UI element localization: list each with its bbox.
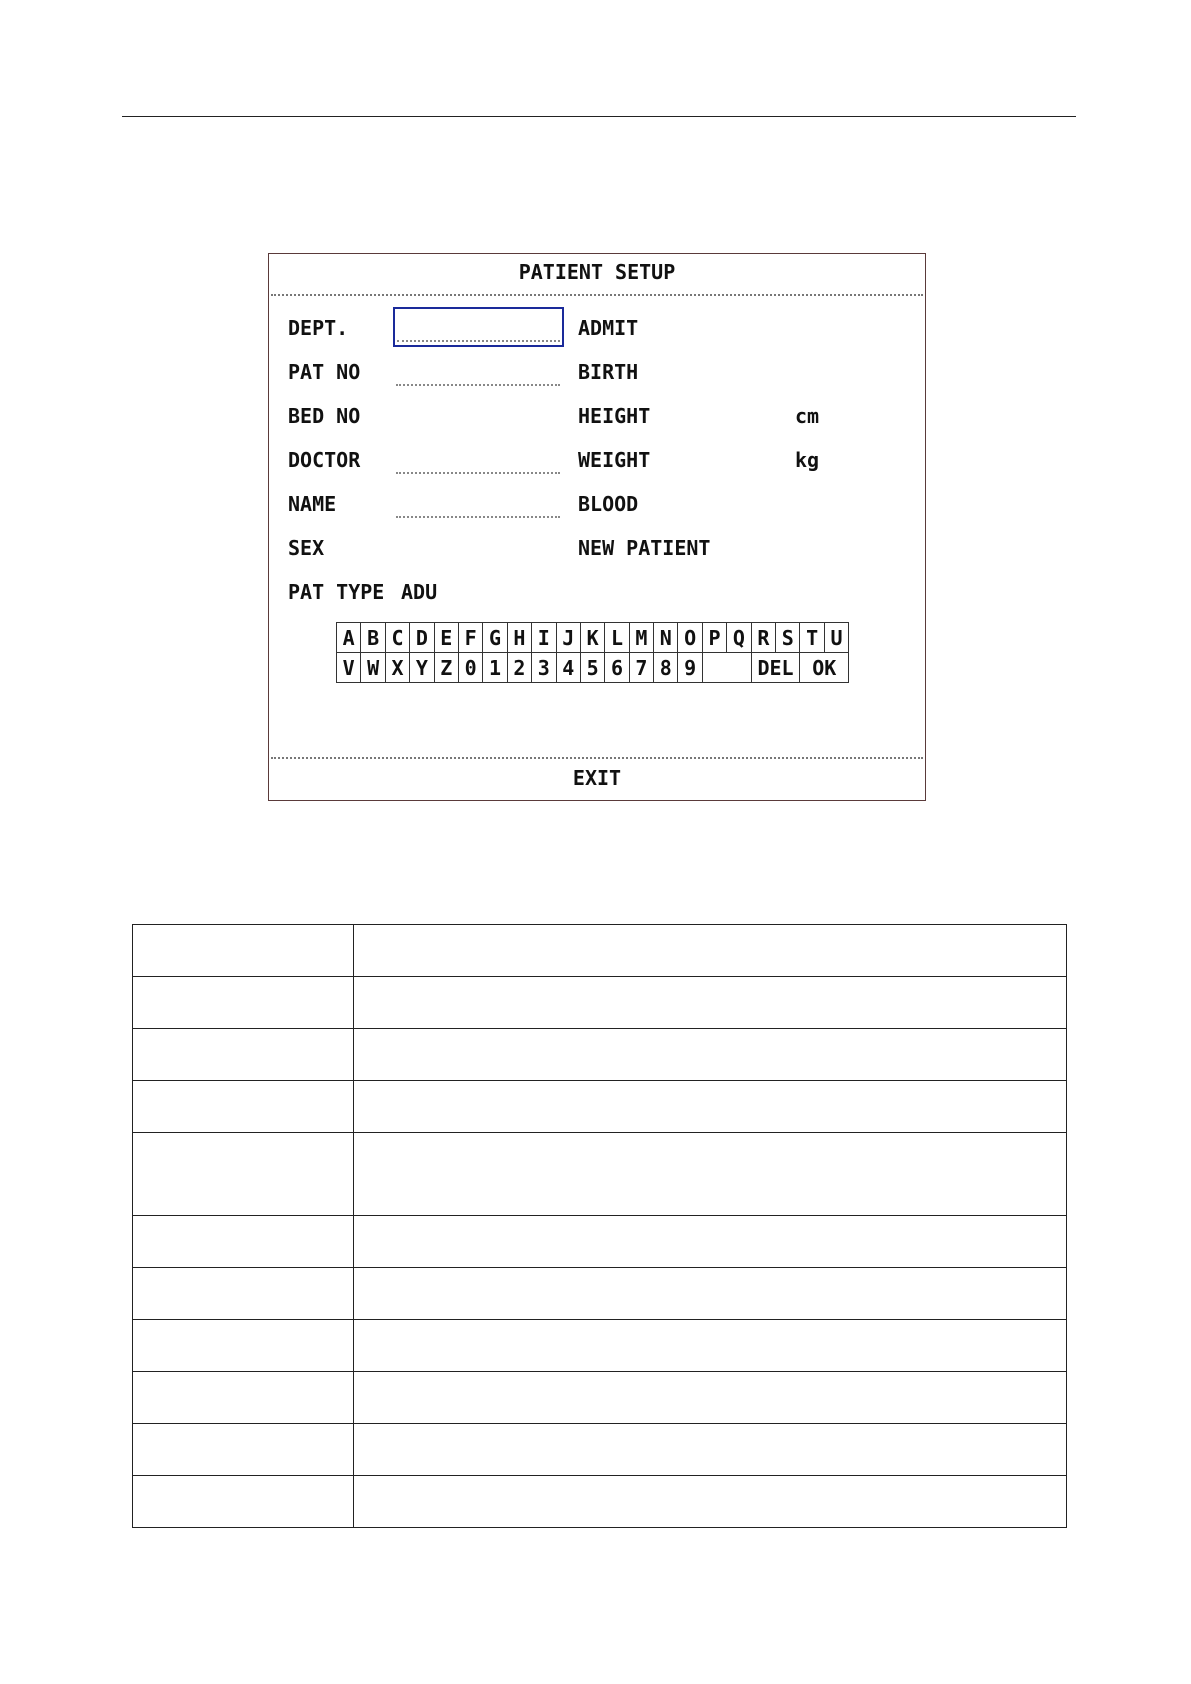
key[interactable]: A xyxy=(337,623,361,653)
dept-input[interactable] xyxy=(393,307,564,347)
blood-label: BLOOD xyxy=(578,492,639,516)
key[interactable]: N xyxy=(654,623,678,653)
dept-label: DEPT. xyxy=(288,316,349,340)
exit-divider xyxy=(271,757,923,759)
key[interactable]: I xyxy=(532,623,556,653)
key[interactable]: 5 xyxy=(580,653,604,683)
table-cell xyxy=(133,1320,354,1372)
table-cell xyxy=(133,1216,354,1268)
birth-label: BIRTH xyxy=(578,360,639,384)
key[interactable]: 6 xyxy=(605,653,629,683)
table-cell xyxy=(354,1476,1067,1528)
on-screen-keyboard xyxy=(336,622,849,683)
key[interactable]: X xyxy=(385,653,409,683)
key[interactable]: U xyxy=(824,623,848,653)
table-cell xyxy=(354,1372,1067,1424)
table-cell xyxy=(133,1081,354,1133)
table-cell xyxy=(354,1029,1067,1081)
table-cell xyxy=(133,1133,354,1216)
table-cell xyxy=(354,925,1067,977)
screen-title: PATIENT SETUP xyxy=(518,260,676,284)
pat-type-label: PAT TYPE xyxy=(288,580,385,604)
table-row xyxy=(133,925,1067,977)
table-row xyxy=(133,1081,1067,1133)
table-cell xyxy=(354,1216,1067,1268)
key[interactable]: Q xyxy=(727,623,751,653)
table-row xyxy=(133,1372,1067,1424)
key[interactable]: 8 xyxy=(654,653,678,683)
table-row xyxy=(133,1476,1067,1528)
key[interactable]: T xyxy=(800,623,824,653)
table-row xyxy=(133,1320,1067,1372)
doctor-label: DOCTOR xyxy=(288,448,361,472)
key[interactable]: 9 xyxy=(678,653,702,683)
key[interactable]: M xyxy=(629,623,653,653)
key[interactable]: E xyxy=(434,623,458,653)
name-field[interactable] xyxy=(396,516,560,518)
key[interactable]: Z xyxy=(434,653,458,683)
key[interactable]: 3 xyxy=(532,653,556,683)
name-label: NAME xyxy=(288,492,337,516)
key[interactable]: C xyxy=(385,623,409,653)
key[interactable]: W xyxy=(361,653,385,683)
key[interactable]: F xyxy=(458,623,482,653)
key[interactable]: 0 xyxy=(458,653,482,683)
key[interactable]: Y xyxy=(410,653,434,683)
key[interactable]: 2 xyxy=(507,653,531,683)
table-row xyxy=(133,977,1067,1029)
title-divider xyxy=(271,294,923,296)
height-unit: cm xyxy=(795,404,820,428)
table-row xyxy=(133,1424,1067,1476)
key[interactable]: J xyxy=(556,623,580,653)
table-cell xyxy=(133,1268,354,1320)
height-label: HEIGHT xyxy=(578,404,651,428)
key[interactable]: L xyxy=(605,623,629,653)
table-cell xyxy=(354,1320,1067,1372)
description-table xyxy=(132,924,1067,1528)
table-cell xyxy=(133,1029,354,1081)
header-rule xyxy=(122,116,1076,117)
key[interactable]: R xyxy=(751,623,775,653)
pat-type-value[interactable]: ADU xyxy=(401,580,438,604)
key[interactable]: S xyxy=(776,623,800,653)
pat-no-field[interactable] xyxy=(396,384,560,386)
patient-setup-screen xyxy=(268,253,926,801)
key[interactable]: P xyxy=(702,623,726,653)
key[interactable]: B xyxy=(361,623,385,653)
key[interactable]: O xyxy=(678,623,702,653)
pat-no-label: PAT NO xyxy=(288,360,361,384)
keyboard-row-2 xyxy=(337,653,849,683)
table-cell xyxy=(133,925,354,977)
key[interactable]: H xyxy=(507,623,531,653)
key[interactable]: D xyxy=(410,623,434,653)
table-cell xyxy=(354,1081,1067,1133)
doctor-field[interactable] xyxy=(396,472,560,474)
table-cell xyxy=(133,977,354,1029)
table-cell xyxy=(354,1424,1067,1476)
sex-label: SEX xyxy=(288,536,325,560)
ok-key[interactable]: OK xyxy=(800,653,849,683)
table-cell xyxy=(354,1268,1067,1320)
table-cell xyxy=(133,1424,354,1476)
bed-no-label: BED NO xyxy=(288,404,361,428)
table-row xyxy=(133,1216,1067,1268)
key[interactable]: 4 xyxy=(556,653,580,683)
table-cell xyxy=(133,1476,354,1528)
keyboard-row-1 xyxy=(337,623,849,653)
key[interactable]: G xyxy=(483,623,507,653)
weight-unit: kg xyxy=(795,448,820,472)
key[interactable]: K xyxy=(580,623,604,653)
table-row xyxy=(133,1029,1067,1081)
table-row xyxy=(133,1133,1067,1216)
space-key[interactable] xyxy=(702,653,751,683)
weight-label: WEIGHT xyxy=(578,448,651,472)
key[interactable]: V xyxy=(337,653,361,683)
admit-label: ADMIT xyxy=(578,316,639,340)
table-cell xyxy=(354,977,1067,1029)
key[interactable]: 1 xyxy=(483,653,507,683)
exit-button[interactable]: EXIT xyxy=(572,766,622,790)
table-cell xyxy=(354,1133,1067,1216)
key[interactable]: 7 xyxy=(629,653,653,683)
del-key[interactable]: DEL xyxy=(751,653,800,683)
new-patient-label[interactable]: NEW PATIENT xyxy=(578,536,711,560)
table-cell xyxy=(133,1372,354,1424)
table-row xyxy=(133,1268,1067,1320)
